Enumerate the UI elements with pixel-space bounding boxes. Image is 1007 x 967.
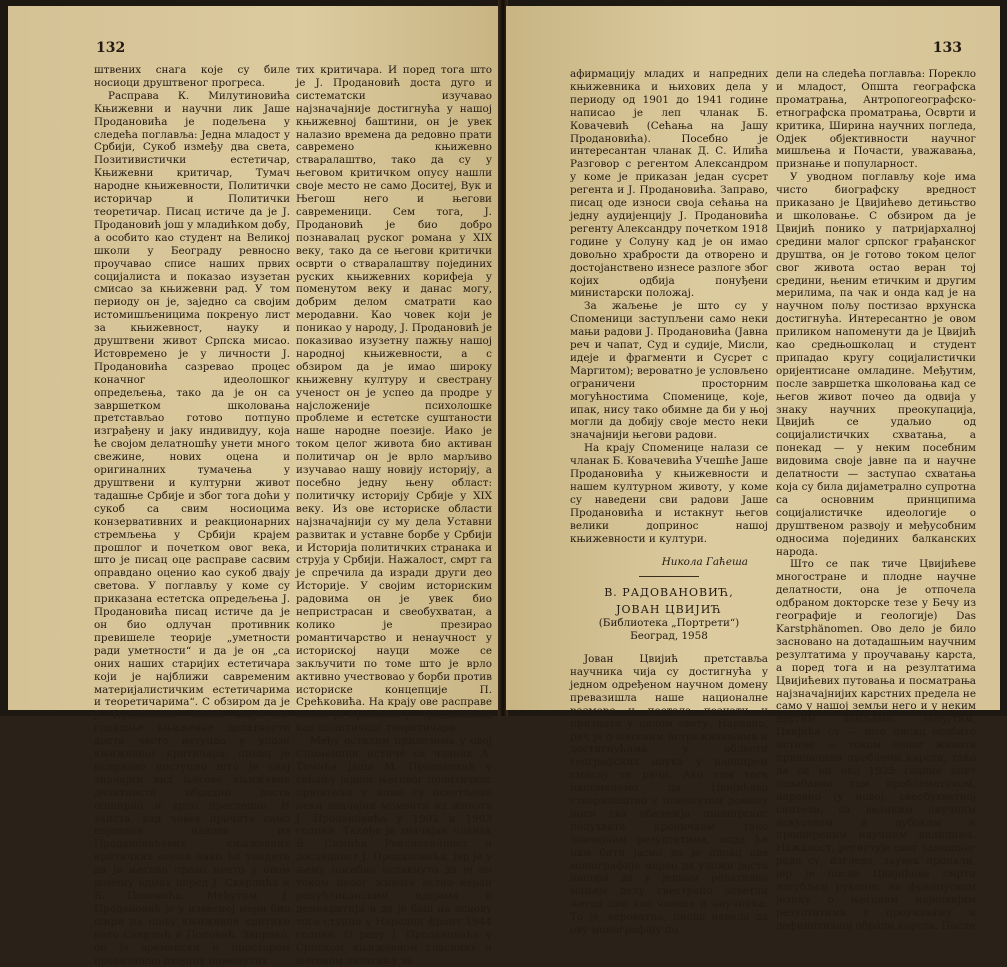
paragraph: У уводном поглављу које има чисто биографску вредност приказано је Цвијићево детињство и школовање. С обзиром да је Цвијић понико у патријархалној средини малог српског грађанског друштва, он је готово током целог свог живота остао веран тој средини, њеним етичким и другим мерилима, па чак и онда кад је на научном пољу постизао врхунска достигнућа. Интересантно је овом приликом напоменути да је Цвијић као средњошколац и студент припадао кругу социјалистички оријентисане омладине. Међутим, после завршетка школовања кад се његов живот почео да одвија у знаку научних преокупација, Цвијић се удаљио од социјалистичких схватања, а понекад — у неким посебним видовима своје јавне па и научне делатности — заступао схватања која су била дијаметрално супротна са основним принципима социјалистичке идеологије о друштвеном развоју и међусобним односима појединих балканских народа.: [776, 171, 976, 558]
review-author: В. РАДОВАНОВИЋ,: [604, 586, 734, 600]
page-number-right: 133: [932, 40, 962, 56]
paragraph: афирмацију младих и напредних књижевника и њихових дела у периоду од 1901 до 1941 године написао је леп чланак Б. Ковачевић (Сећања на Јашу Продановића). Посебно је интересантан чланак Д. С. Илића Разговор с регентом Александром у коме је приказан један сусрет регента и Ј. Продановића. Заправо, писац оде износи своја сећања на једну аудијенцију Ј. Продановића регенту Александру почетком 1918 године у Солуну кад је он имао довољно храбрости да отворено и достојанствено изнесе разлоге због којих одбија понуђени министарски положај.: [570, 68, 768, 300]
paragraph: дели на следећа поглавља: Порекло и младост, Општа географска проматрања, Антропогеографско-етнографска проматрања, Осврти и критика, Ширина научних погледа, Одјек објективности научног мишљења и Почасти, уважавања, признање и популарност.: [776, 68, 976, 171]
review-signature: Никола Гаћеша: [661, 555, 748, 568]
paragraph: Међу осталим прилозима у овој Споменици истиче се чланак А. Томића Јаша М. Продановић у сећању једног његовог политичког пријатеља у коме су осветљени неки значајни моменти из живота Ј. Продановића у 1902 и 1903 години. Такође је значајан чланак В. Симића Реалистичност и доследност Ј. Продановића, јер је у њему посебно истакнуто да је он током целог живота остао веран републиканским идејама и демократији и да је баш на основу тога ступио у Народни фронт 1944 године. О раду Ј. Продановића у Српском књижевном гласнику и његовом залагању за: [296, 735, 492, 967]
review-title: ЈОВАН ЦВИЈИЋ: [616, 603, 722, 617]
section-divider: [639, 576, 699, 577]
paragraph: На крају Споменице налази се чланак Б. Ковачевића Учешће Јаше Продановића у књижевности и нашем културном животу, у коме су наведени сви радови Јаше Продановића и истакнут његов велики допринос нашој књижевности и култури.: [570, 442, 768, 545]
paragraph: штвених снага које су биле носиоци друштвеног прогреса.: [94, 64, 290, 89]
text-column-2: [296, 64, 492, 967]
text-column-1: [94, 64, 290, 967]
paragraph: За жаљење је што су у Споменици заступљени само неки мањи радови Ј. Продановића (Јавна реч и чапат, Суд и судије, Мисли, идеје и фрагменти и Сусрет с Маргитом); вероватно је условљено ограничени просторним могућностима Споменице, које, ипак, нису тако обимне да би у њој могли да добију своје место неки значајнији његови радови.: [570, 300, 768, 442]
paragraph: тих критичара. И поред тога што је Ј. Продановић доста дуго и систематски изучавао најзначајније достигнућа у нашој књижевној баштини, он је увек налазио времена да редовно прати савремено књижевно стваралаштво, тако да су у његовом критичком опусу нашли своје место не само Доситеј, Вук и Његош него и његови савременици. Сем тога, Ј. Продановић је био добро познавалац руског романа у XIX веку, тако да се његови критички осврти о стваралаштву појединих руских књижевних корифеја у поменутом веку и данас могу, добрим делом сматрати као меродавни. Као човек који је поникао у народу, Ј. Продановић је показивао изузетну пажњу нашој народној књижевности, а с обзиром да је имао широку књижевну културу и свестрану ученост он је успео да продре у најсложеније психолошке проблеме и естетске суштаности наше народне поезије. Иако је током целог живота био активан политичар он је врло марљиво изучавао нашу новију историју, а посебно једну њену област: политичку историју Србије у XIX веку. Из ове историске области најзначајнији су му дела Уставни развитак и уставне борбе у Србији и Историја политичких странака и струја у Србији. Нажалост, смрт га је спречила да изради други део Историје. У својим историским радовима он је увек био непристрасан и свеобухватан, а колико је презирао романтичарство и ненаучност у историској науци може се закључити по томе што је врло активно учествовао у борби против историске концепције П. Срећковића. На крају ове расправе писац је приказао Ј. Продановића као политичког теоретичара.: [296, 64, 492, 735]
review-series: (Библиотека „Портрети“): [598, 617, 740, 630]
paragraph: Јован Цвијић претставља научника чија су достигнућа у једном одређеном научном домену превазишла наше националне размере и постала познати и призната у целом свету. Наравно, реч је о његовим истраживањима и достигнућима у области географских наука у најширем смислу те речи. Ако сем тога напоменемо да Цвијићево стваралаштво у поменутом домену носи сва обележја пионирског подухвата кроничком тако значајним резултатима, онда ће нам бити јасно да је писац ове монографије морао да уложи доста напора да у једном релативно мањем делу свестрано осветли његов лик као човека и научника. То је, вероватно, писца навело да ову монографију по: [570, 653, 768, 937]
paragraph: Што се пак тиче Цвијићеве многостране и плодне научне делатности, она је отпочела одбраном докторске тезе у Бечу из географије и геологије) Das Karstphänomen. Ово дело је било засновано на дотадашњим научним резултатима у проучавању карста, а поред тога и на резултатима Цвијићевих путовања и посматрања најзначајнијих карстних предела не само у нашој земљи него и у неким другим земљама. Међутим, Цвијића су — што писац особито истиче — током целог живота привлачили проблеми карста, тако да се он око 1925 године опет позабавио том проблематиком, наравно (у новој, свеобухватној синтези, са великим научним искуством и дубоким и проширеним научним видицима. Нажалост, регистује овог замашног рада су, изгледа, заувек пропали, јер је после Цвијићеве смрти изгубљен рукопис на француском језику о његовим најновијим резултатима у проучавању и дефинитивној обради карста. После: [776, 558, 976, 932]
left-page: [8, 6, 500, 967]
paragraph: Расправа К. Милутиновића Књижевни и научни лик Јаше Продановића је подељена у следећа поглавља: Једна младост у Србији, Сукоб између два света, Позитивистички естетичар, Књижевни критичар, Тумач народне књижевности, Политички историчар и Политички теоретичар. Писац истиче да је Ј. Продановић још у младићком добу, а особито као студент на Великој школи у Београду ревносно проучавао списе наших првих социјалиста и показао изузетан смисао за књижевни рад. У том периоду он је, заједно са својим истомишљеницима покренуо лист за књижевност, науку и друштвени живот Српска мисао. Истовремено је у личности Ј. Продановића сазревао процес коначног идеолошког опредељења, тако да је он са завршетком школовања претстављао готово потпуно изграђену и јаку индивидуу, која ће својом делатношћу унети много свежине, нових оцена и оригиналних тумачења у друштвени и културни живот тадашње Србије и због тога доћи у сукоб са свим носиоцима конзервативних и реакционарних стремљења у Србији крајем прошлог и почетком овог века, што је писац оце расправе сасвим оправдано оценио као сукоб двају светова. У поглављу у коме су приказана естетска опредељења Ј. Продановића писац истиче да је он био одлучан противник превишеле теорије „уметности ради уметности“ и да је он „са оних наших старијих естетичара који је најближи савременим материјалистичким естетичарима и теоретичарима“. С обзиром да је Ј. Продановић током своје 60-годишње књижевне делатности доста често иступао у улози књижевног критичара, писац је исправно поступио што је овај значајни вид његове књижевне делатности обрадио доста опширно и врло прегледно. И заиста, кад човек прочита само поједине наводе из Продановићевих књижевних критичких оцена лако ће увидети да је његово право место у овом домену одмах поред Ј. Скерлића и Б. Поповића. Међутим, Ј. Продановић је у извесној мери био шири на пољу књижевне критике него Скерлић и Поповић. Заправо, он је временски и простором превазишао двојицу поменутих: [94, 89, 290, 967]
right-page: [506, 6, 1000, 937]
page-number-left: 132: [96, 40, 126, 56]
text-column-4: [776, 68, 976, 933]
review-place: Београд, 1958: [630, 630, 708, 643]
text-column-3: [570, 68, 768, 937]
